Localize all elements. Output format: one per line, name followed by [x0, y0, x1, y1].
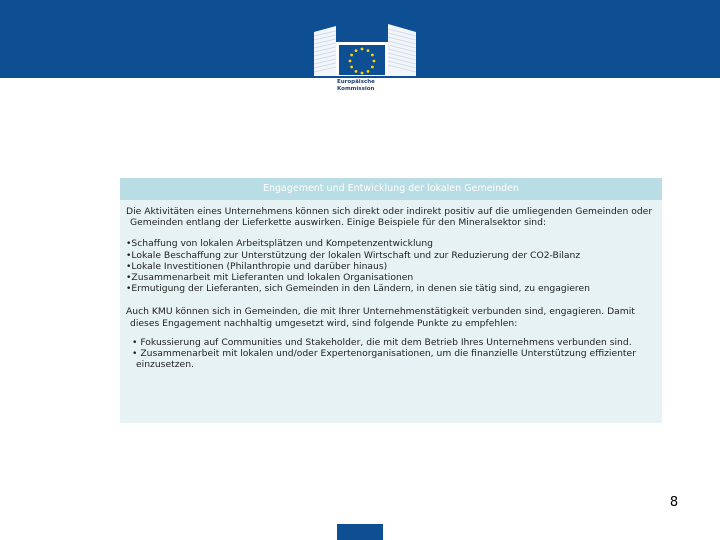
list-item: •Lokale Beschaffung zur Unterstützung der lokalen Wirtschaft und zur Reduzierung der CO2-Bilanz — [126, 249, 581, 261]
card-body — [126, 206, 656, 370]
logo-caption-line: Europäische — [337, 79, 375, 85]
european-commission-logo — [310, 18, 420, 102]
examples-list — [126, 238, 656, 294]
card-title: Engagement und Entwicklung der lokalen Gemeinden — [120, 178, 662, 200]
kmu-paragraph: Auch KMU können sich in Gemeinden, die mit Ihrer Unternehmenstätigkeit verbunden sind, engagieren. Damit dieses Engagement nachhaltig umgesetzt wird, sind folgende Punkte zu empfehlen: — [126, 306, 635, 329]
kmu-recommendations-list — [126, 337, 656, 371]
list-item: • Fokussierung auf Communities und Stakeholder, die mit dem Betrieb Ihres Unternehmens verbunden sind. — [132, 336, 632, 348]
list-item: •Schaffung von lokalen Arbeitsplätzen und Kompetenzentwicklung — [126, 238, 433, 250]
page-number: 8 — [669, 495, 679, 510]
intro-paragraph: Die Aktivitäten eines Unternehmens können sich direkt oder indirekt positiv auf die umliegenden Gemeinden oder Gemeinden entlang der Lieferkette auswirken. Einige Beispiele für den Mineralsektor sind: — [126, 206, 653, 229]
list-item: •Ermutigung der Lieferanten, sich Gemeinden in den Ländern, in denen sie tätig sind, zu engagieren — [126, 283, 590, 295]
list-item: •Lokale Investitionen (Philanthropie und darüber hinaus) — [126, 260, 388, 272]
content-card — [120, 178, 662, 423]
list-item: •Zusammenarbeit mit Lieferanten und lokalen Organisationen — [126, 272, 414, 284]
footer-brand-mark — [337, 524, 383, 540]
logo-caption — [337, 79, 397, 93]
list-item: • Zusammenarbeit mit lokalen und/oder Expertenorganisationen, um die finanzielle Unterstützung effizienter einzusetzen. — [132, 348, 636, 371]
berlaymont-building-icon — [310, 18, 420, 78]
logo-caption-line: Kommission — [337, 86, 375, 92]
